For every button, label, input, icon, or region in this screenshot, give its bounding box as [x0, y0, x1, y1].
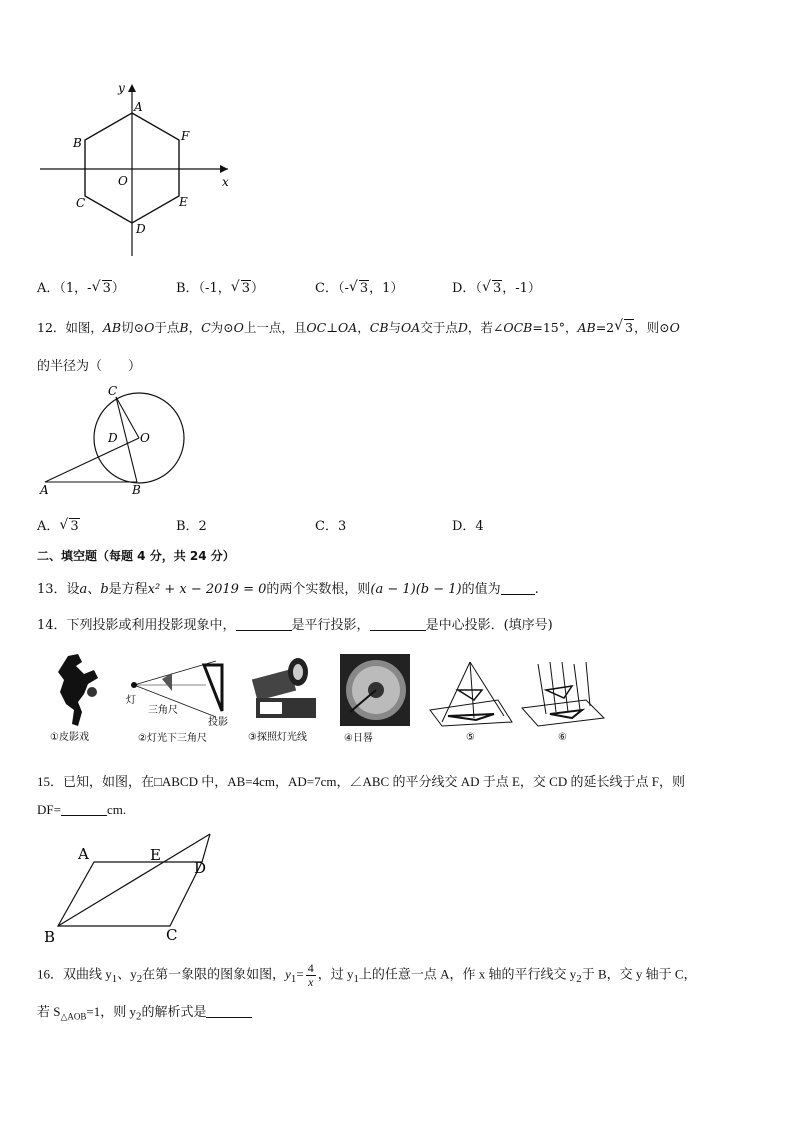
circle-tangent-figure	[36, 382, 196, 500]
q14-image-4-sundial	[338, 652, 414, 745]
q15-point-e: E	[150, 846, 161, 864]
q15-stem: 15．已知，如图，在□ABCD 中，AB=4cm，AD=7cm，∠ABC 的平分线交 AD 于点 E，交 CD 的延长线于点 F，则	[37, 774, 685, 789]
svg-text:①皮影戏: ①皮影戏	[50, 732, 89, 743]
section-fill-in-blank: 二、填空题（每题 4 分，共 24 分）	[37, 549, 235, 563]
q14-image-6-parallel-rays	[520, 660, 606, 745]
q11-option-d[interactable]: D．（√ 3，-1）	[452, 277, 541, 296]
q12-stem: 12．如图，AB切⊙O于点B，C为⊙O上一点，且OC⊥OA，CB与OA交于点D，若∠OCB=15°，AB=2√ 3，则⊙O	[37, 318, 680, 336]
hexagon-figure	[36, 80, 246, 260]
q15-stem-line2: DF= cm.	[37, 802, 127, 817]
q14-stem: 14．下列投影或利用投影现象中， 是平行投影， 是中心投影．(填序号)	[37, 618, 553, 633]
svg-text:灯: 灯	[126, 695, 136, 706]
vertex-f: F	[181, 129, 190, 143]
svg-text:③探照灯光线: ③探照灯光线	[248, 732, 307, 743]
parallelogram-figure	[38, 830, 228, 945]
vertex-a: A	[134, 100, 143, 114]
q14-image-1-shadow-play	[48, 652, 110, 744]
origin-o: O	[118, 174, 128, 188]
q12-point-a: A	[40, 483, 49, 497]
q13-answer-blank	[501, 582, 535, 595]
q11-option-a[interactable]: A．（1，-√ 3）	[37, 277, 125, 296]
q12-point-b: B	[132, 483, 141, 497]
q11-option-c[interactable]: C．（-√ 3，1）	[315, 277, 403, 296]
q12-point-d: D	[108, 431, 118, 445]
vertex-b: B	[73, 136, 82, 150]
svg-text:三角尺: 三角尺	[148, 705, 178, 716]
q12-point-c: C	[108, 384, 118, 398]
q11-option-b[interactable]: B．（-1，√ 3）	[176, 277, 264, 296]
q12-option-d[interactable]: D．4	[452, 519, 484, 534]
svg-text:⑤: ⑤	[466, 732, 475, 743]
q12-option-b[interactable]: B．2	[176, 519, 207, 534]
q14-image-2-lamp-ruler	[124, 655, 234, 745]
axis-x-label: x	[222, 175, 229, 189]
q16-fraction: $\frac{4}{x}$	[307, 961, 314, 989]
svg-text:④日晷: ④日晷	[344, 733, 373, 744]
q15-point-a: A	[78, 845, 89, 863]
q15-point-b: B	[44, 928, 56, 945]
vertex-e: E	[179, 195, 188, 209]
q12-option-c[interactable]: C．3	[315, 519, 347, 534]
q14-image-5-pyramid-lamp	[428, 660, 514, 745]
svg-text:⑥: ⑥	[558, 732, 567, 743]
vertex-c: C	[76, 196, 86, 210]
q13-stem: 13．设a、b是方程x² + x − 2019 = 0的两个实数根，则(a − 1)(b − 1)的值为 .	[37, 582, 539, 597]
svg-text:投影: 投影	[208, 717, 228, 728]
q12-stem-line2: 的半径为（ ）	[37, 359, 142, 374]
q15-answer-blank	[61, 803, 107, 816]
q16-stem-line2: 若 $S_{\triangle AOB}=1$，则 $y_2$的解析式是	[37, 1001, 252, 1023]
q12-point-o: O	[140, 431, 150, 445]
q16-stem: 16．双曲线 $y_1$、$y_2$在第一象限的图象如图，$y_1=$ $\frac{4}{x}$ ，过 $y_1$上的任意一点 A，作 x 轴的平行线交 $y_2$于 B，交 y 轴于 C，	[37, 961, 697, 989]
q16-answer-blank	[206, 1005, 252, 1018]
vertex-d: D	[136, 222, 146, 236]
axis-y-label: y	[118, 81, 125, 95]
q15-point-d: D	[194, 859, 207, 877]
q15-point-c: C	[166, 926, 178, 944]
q12-option-a[interactable]: A．√ 3	[37, 515, 80, 534]
q14-image-3-searchlight	[246, 650, 328, 745]
q14-blank-central	[370, 618, 426, 631]
q14-blank-parallel	[236, 618, 292, 631]
svg-text:②灯光下三角尺: ②灯光下三角尺	[138, 733, 207, 744]
